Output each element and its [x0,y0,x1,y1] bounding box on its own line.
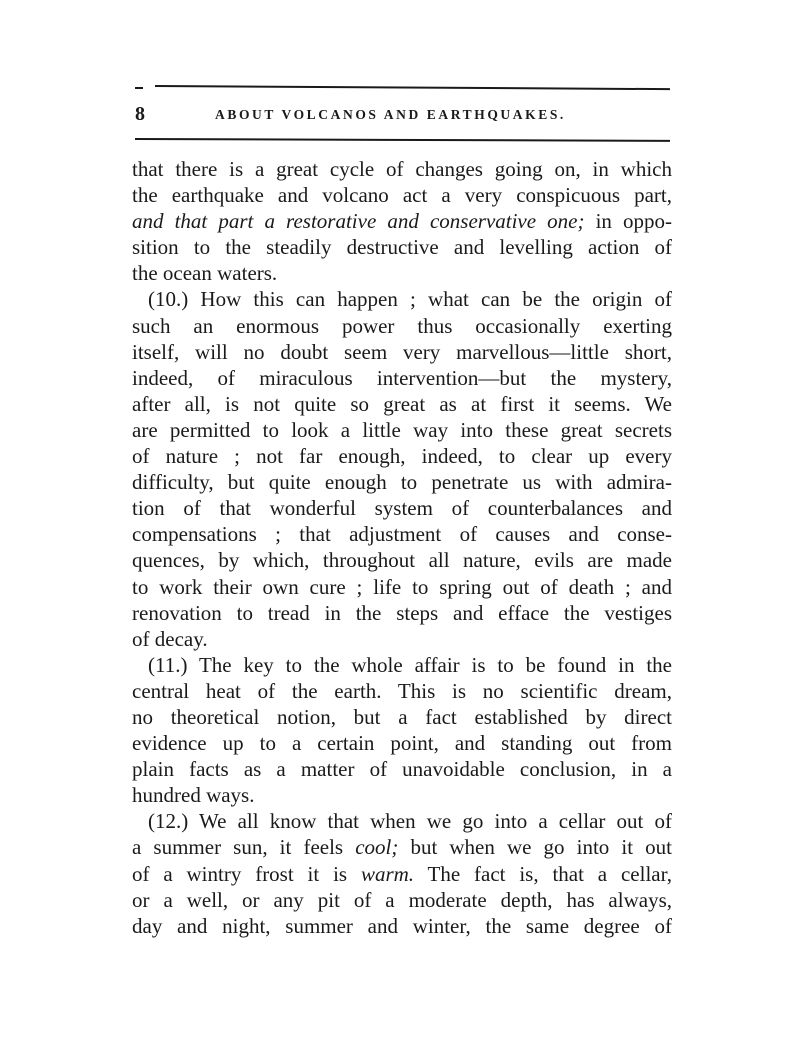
text-line: the earthquake and volcano act a very conspicuous part, [132,183,672,208]
italic-emphasis: warm. [360,861,415,886]
paragraph-number: (11.) [148,652,188,677]
text-run: We all know that when we go into a cellar out of [188,809,672,834]
text-line: difficulty, but quite enough to penetrate us with admira- [132,470,672,495]
text-line: of nature ; not far enough, indeed, to clear up every [132,444,672,469]
text-line: that there is a great cycle of changes going on, in which [132,157,672,181]
text-line: no theoretical notion, but a fact established by direct [132,704,672,729]
text-line: hundred ways. [132,783,255,808]
running-head [135,103,675,125]
text-line: to work their own cure ; life to spring out of death ; and [132,574,672,599]
text-run: The fact is, that a cellar, [414,861,673,886]
page-number: 8 [135,103,145,125]
text-line: compensations ; that adjustment of causes and conse- [132,522,672,547]
paragraph-10-first-line [132,286,672,312]
text-run: of a wintry frost it is [132,861,361,886]
text-line: or a well, or any pit of a moderate depth, has always, [132,887,672,912]
text-line: quences, by which, throughout all nature, evils are made [132,548,672,573]
text-run: How this can happen ; what can be the origin of [188,287,672,312]
text-run: but when we go into it out [398,835,672,860]
text-line: sition to the steadily destructive and levelling action of [132,235,672,260]
paragraph-11-first-line [132,652,672,678]
text-run: in oppo- [584,209,673,234]
text-line: central heat of the earth. This is no scientific dream, [132,678,672,703]
header-rule-top [155,85,670,90]
text-line: tion of that wonderful system of counterbalances and [132,496,672,521]
header-rule-bottom [135,138,670,142]
text-run: The key to the whole affair is to be found in the [187,652,672,677]
text-run: a summer sun, it feels [132,835,356,860]
text-line: such an enormous power thus occasionally exerting [132,313,672,338]
paragraph-number: (12.) [148,809,189,834]
text-line: indeed, of miraculous intervention—but the mystery, [132,365,672,390]
text-line: renovation to tread in the steps and efface the vestiges [132,600,672,625]
text-line: after all, is not quite so great as at first it seems. We [132,391,672,416]
paragraph-12-first-line [132,808,672,834]
text-line [132,208,672,234]
paragraph-number: (10.) [148,287,189,312]
text-line [132,834,672,860]
text-line: are permitted to look a little way into these great secrets [132,417,672,442]
italic-emphasis: and that part a restorative and conservative one; [132,209,585,234]
text-line [132,861,672,887]
text-line: itself, will no doubt seem very marvellous—little short, [132,339,672,364]
header-rule-top-short [135,87,143,89]
text-line: of decay. [132,626,208,651]
running-title: ABOUT VOLCANOS AND EARTHQUAKES. [215,107,566,122]
body-text [132,156,672,939]
text-line: the ocean waters. [132,261,278,286]
italic-emphasis: cool; [355,835,399,860]
text-line: plain facts as a matter of unavoidable conclusion, in a [132,757,672,782]
text-line: day and night, summer and winter, the same degree of [132,913,672,938]
text-line: evidence up to a certain point, and standing out from [132,731,672,756]
